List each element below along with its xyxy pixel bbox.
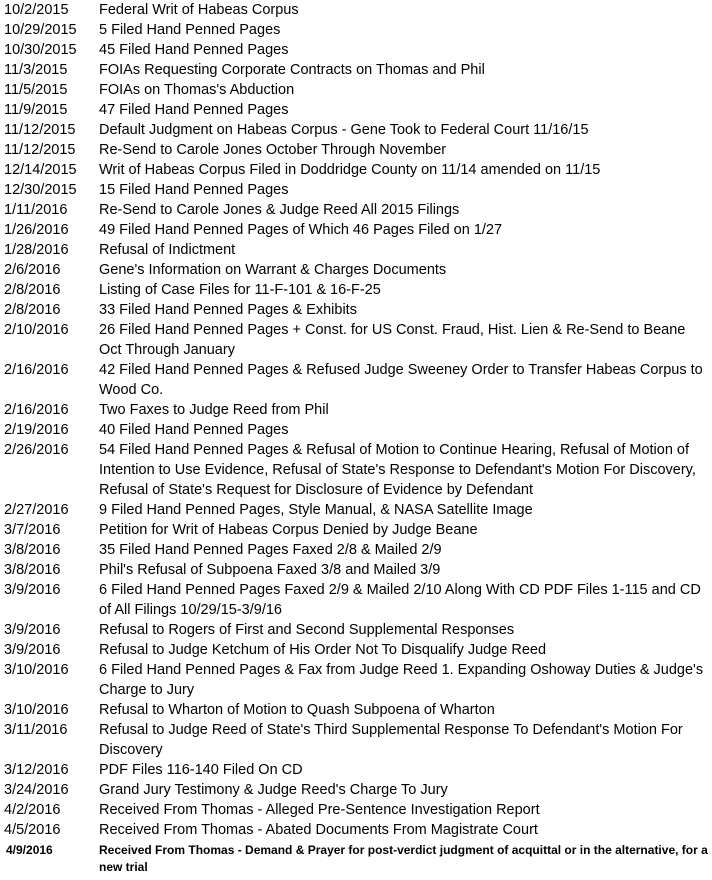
entry-description: Re-Send to Carole Jones & Judge Reed All 2015 Filings [99, 202, 460, 218]
entry-date: 2/6/2016 [4, 262, 61, 278]
entry-description: 40 Filed Hand Penned Pages [99, 422, 289, 438]
entry-date: 3/9/2016 [4, 622, 61, 638]
entry-date: 3/9/2016 [4, 642, 61, 658]
entry-date: 2/8/2016 [4, 282, 61, 298]
entry-description: Received From Thomas - Demand & Prayer for post-verdict judgment of acquittal or in the alternative, for a new trial [99, 843, 708, 874]
log-entry [0, 760, 712, 780]
entry-date: 3/7/2016 [4, 522, 61, 538]
entry-description: 33 Filed Hand Penned Pages & Exhibits [99, 302, 357, 318]
entry-description: 45 Filed Hand Penned Pages [99, 42, 289, 58]
entry-date: 4/2/2016 [4, 802, 61, 818]
log-entry [0, 320, 712, 360]
log-entry [0, 500, 712, 520]
entry-description: Refusal to Wharton of Motion to Quash Subpoena of Wharton [99, 702, 495, 718]
entry-date: 2/10/2016 [4, 322, 69, 338]
entry-description: Received From Thomas - Abated Documents From Magistrate Court [99, 822, 538, 838]
entry-date: 3/11/2016 [4, 722, 68, 738]
log-entry [0, 200, 712, 220]
entry-date: 3/10/2016 [4, 662, 69, 678]
entry-date: 2/8/2016 [4, 302, 61, 318]
entry-date: 2/16/2016 [4, 402, 69, 418]
entry-description: 35 Filed Hand Penned Pages Faxed 2/8 & Mailed 2/9 [99, 542, 442, 558]
log-entry [0, 20, 712, 40]
log-entry [0, 360, 712, 400]
log-entry [0, 580, 712, 620]
entry-date: 3/8/2016 [4, 542, 61, 558]
entry-description: FOIAs on Thomas's Abduction [99, 82, 295, 98]
log-entry [0, 400, 712, 420]
entry-description: Re-Send to Carole Jones October Through November [99, 142, 447, 158]
entry-description: Received From Thomas - Alleged Pre-Sentence Investigation Report [99, 802, 540, 818]
entry-description: Refusal to Rogers of First and Second Supplemental Responses [99, 622, 515, 638]
entry-date: 12/14/2015 [4, 162, 77, 178]
log-entry [0, 560, 712, 580]
entry-date: 2/16/2016 [4, 362, 69, 378]
log-entry [0, 40, 712, 60]
entry-date: 10/2/2015 [4, 2, 69, 18]
entry-date: 12/30/2015 [4, 182, 77, 198]
entry-description: Gene's Information on Warrant & Charges Documents [99, 262, 447, 278]
entry-date: 11/5/2015 [4, 82, 68, 98]
entry-date: 11/12/2015 [4, 142, 76, 158]
entry-date: 11/9/2015 [4, 102, 68, 118]
log-entry [0, 0, 712, 20]
log-entry [0, 240, 712, 260]
entry-description: 6 Filed Hand Penned Pages Faxed 2/9 & Mailed 2/10 Along With CD PDF Files 1-115 and CD of All Filings 10/29/15-3/9/16 [99, 582, 701, 618]
log-entry [0, 700, 712, 720]
entry-description: Refusal of Indictment [99, 242, 236, 258]
log-entry [0, 720, 712, 760]
log-entry [0, 220, 712, 240]
log-entry [0, 160, 712, 180]
log-entry [0, 820, 712, 840]
entry-description: Refusal to Judge Ketchum of His Order Not To Disqualify Judge Reed [99, 642, 547, 658]
log-entry [0, 780, 712, 800]
entry-description: Refusal to Judge Reed of State's Third Supplemental Response To Defendant's Motion For Discovery [99, 722, 683, 758]
entry-description: Listing of Case Files for 11-F-101 & 16-F-25 [99, 282, 381, 298]
entry-description: 5 Filed Hand Penned Pages [99, 22, 281, 38]
log-entry [0, 660, 712, 700]
entry-date: 3/12/2016 [4, 762, 69, 778]
log-entry [0, 280, 712, 300]
entry-description: 6 Filed Hand Penned Pages & Fax from Judge Reed 1. Expanding Oshoway Duties & Judge's Charge to Jury [99, 662, 704, 698]
entry-date: 2/27/2016 [4, 502, 69, 518]
entry-date: 11/12/2015 [4, 122, 76, 138]
entry-date: 10/29/2015 [4, 22, 77, 38]
log-entry [0, 300, 712, 320]
log-entry [0, 440, 712, 500]
entry-description: 9 Filed Hand Penned Pages, Style Manual, & NASA Satellite Image [99, 502, 533, 518]
log-entry [0, 540, 712, 560]
log-entry [0, 842, 712, 876]
entry-date: 1/26/2016 [4, 222, 69, 238]
log-entry [0, 800, 712, 820]
log-entry [0, 140, 712, 160]
entry-description: Default Judgment on Habeas Corpus - Gene Took to Federal Court 11/16/15 [99, 122, 589, 138]
entry-description: Federal Writ of Habeas Corpus [99, 2, 299, 18]
entry-description: Writ of Habeas Corpus Filed in Doddridge County on 11/14 amended on 11/15 [99, 162, 601, 178]
log-entry [0, 620, 712, 640]
entry-date: 3/8/2016 [4, 562, 61, 578]
entry-description: 54 Filed Hand Penned Pages & Refusal of Motion to Continue Hearing, Refusal of Motion of Intention to Use Evidence, Refusal of State's Response to Defendant's Motion For Discovery, Refusal of State's Request for Disclosure of Evidence by Defendant [99, 442, 696, 498]
log-entry [0, 60, 712, 80]
entry-description: PDF Files 116-140 Filed On CD [99, 762, 303, 778]
entry-description: 49 Filed Hand Penned Pages of Which 46 Pages Filed on 1/27 [99, 222, 503, 238]
log-entry [0, 420, 712, 440]
entry-description: Grand Jury Testimony & Judge Reed's Charge To Jury [99, 782, 448, 798]
log-entry [0, 120, 712, 140]
entry-description: Petition for Writ of Habeas Corpus Denied by Judge Beane [99, 522, 478, 538]
entry-date: 1/28/2016 [4, 242, 69, 258]
entry-description: 15 Filed Hand Penned Pages [99, 182, 289, 198]
log-entry [0, 520, 712, 540]
entry-description: 42 Filed Hand Penned Pages & Refused Judge Sweeney Order to Transfer Habeas Corpus to Wood Co. [99, 362, 703, 398]
entry-date: 4/5/2016 [4, 822, 61, 838]
entry-date: 3/24/2016 [4, 782, 69, 798]
entry-description: Two Faxes to Judge Reed from Phil [99, 402, 329, 418]
log-entry [0, 640, 712, 660]
entry-date: 10/30/2015 [4, 42, 77, 58]
log-entry [0, 180, 712, 200]
entry-description: FOIAs Requesting Corporate Contracts on Thomas and Phil [99, 62, 485, 78]
entry-date: 3/9/2016 [4, 582, 61, 598]
entry-date: 1/11/2016 [4, 202, 68, 218]
entry-description: Phil's Refusal of Subpoena Faxed 3/8 and Mailed 3/9 [99, 562, 441, 578]
entry-date: 4/9/2016 [6, 843, 53, 857]
entry-date: 11/3/2015 [4, 62, 68, 78]
entry-date: 2/19/2016 [4, 422, 69, 438]
entry-description: 26 Filed Hand Penned Pages + Const. for US Const. Fraud, Hist. Lien & Re-Send to Beane Oct Through January [99, 322, 686, 358]
entry-description: 47 Filed Hand Penned Pages [99, 102, 289, 118]
log-entry [0, 80, 712, 100]
entry-date: 2/26/2016 [4, 442, 69, 458]
log-entry [0, 100, 712, 120]
log-entry [0, 260, 712, 280]
entry-date: 3/10/2016 [4, 702, 69, 718]
